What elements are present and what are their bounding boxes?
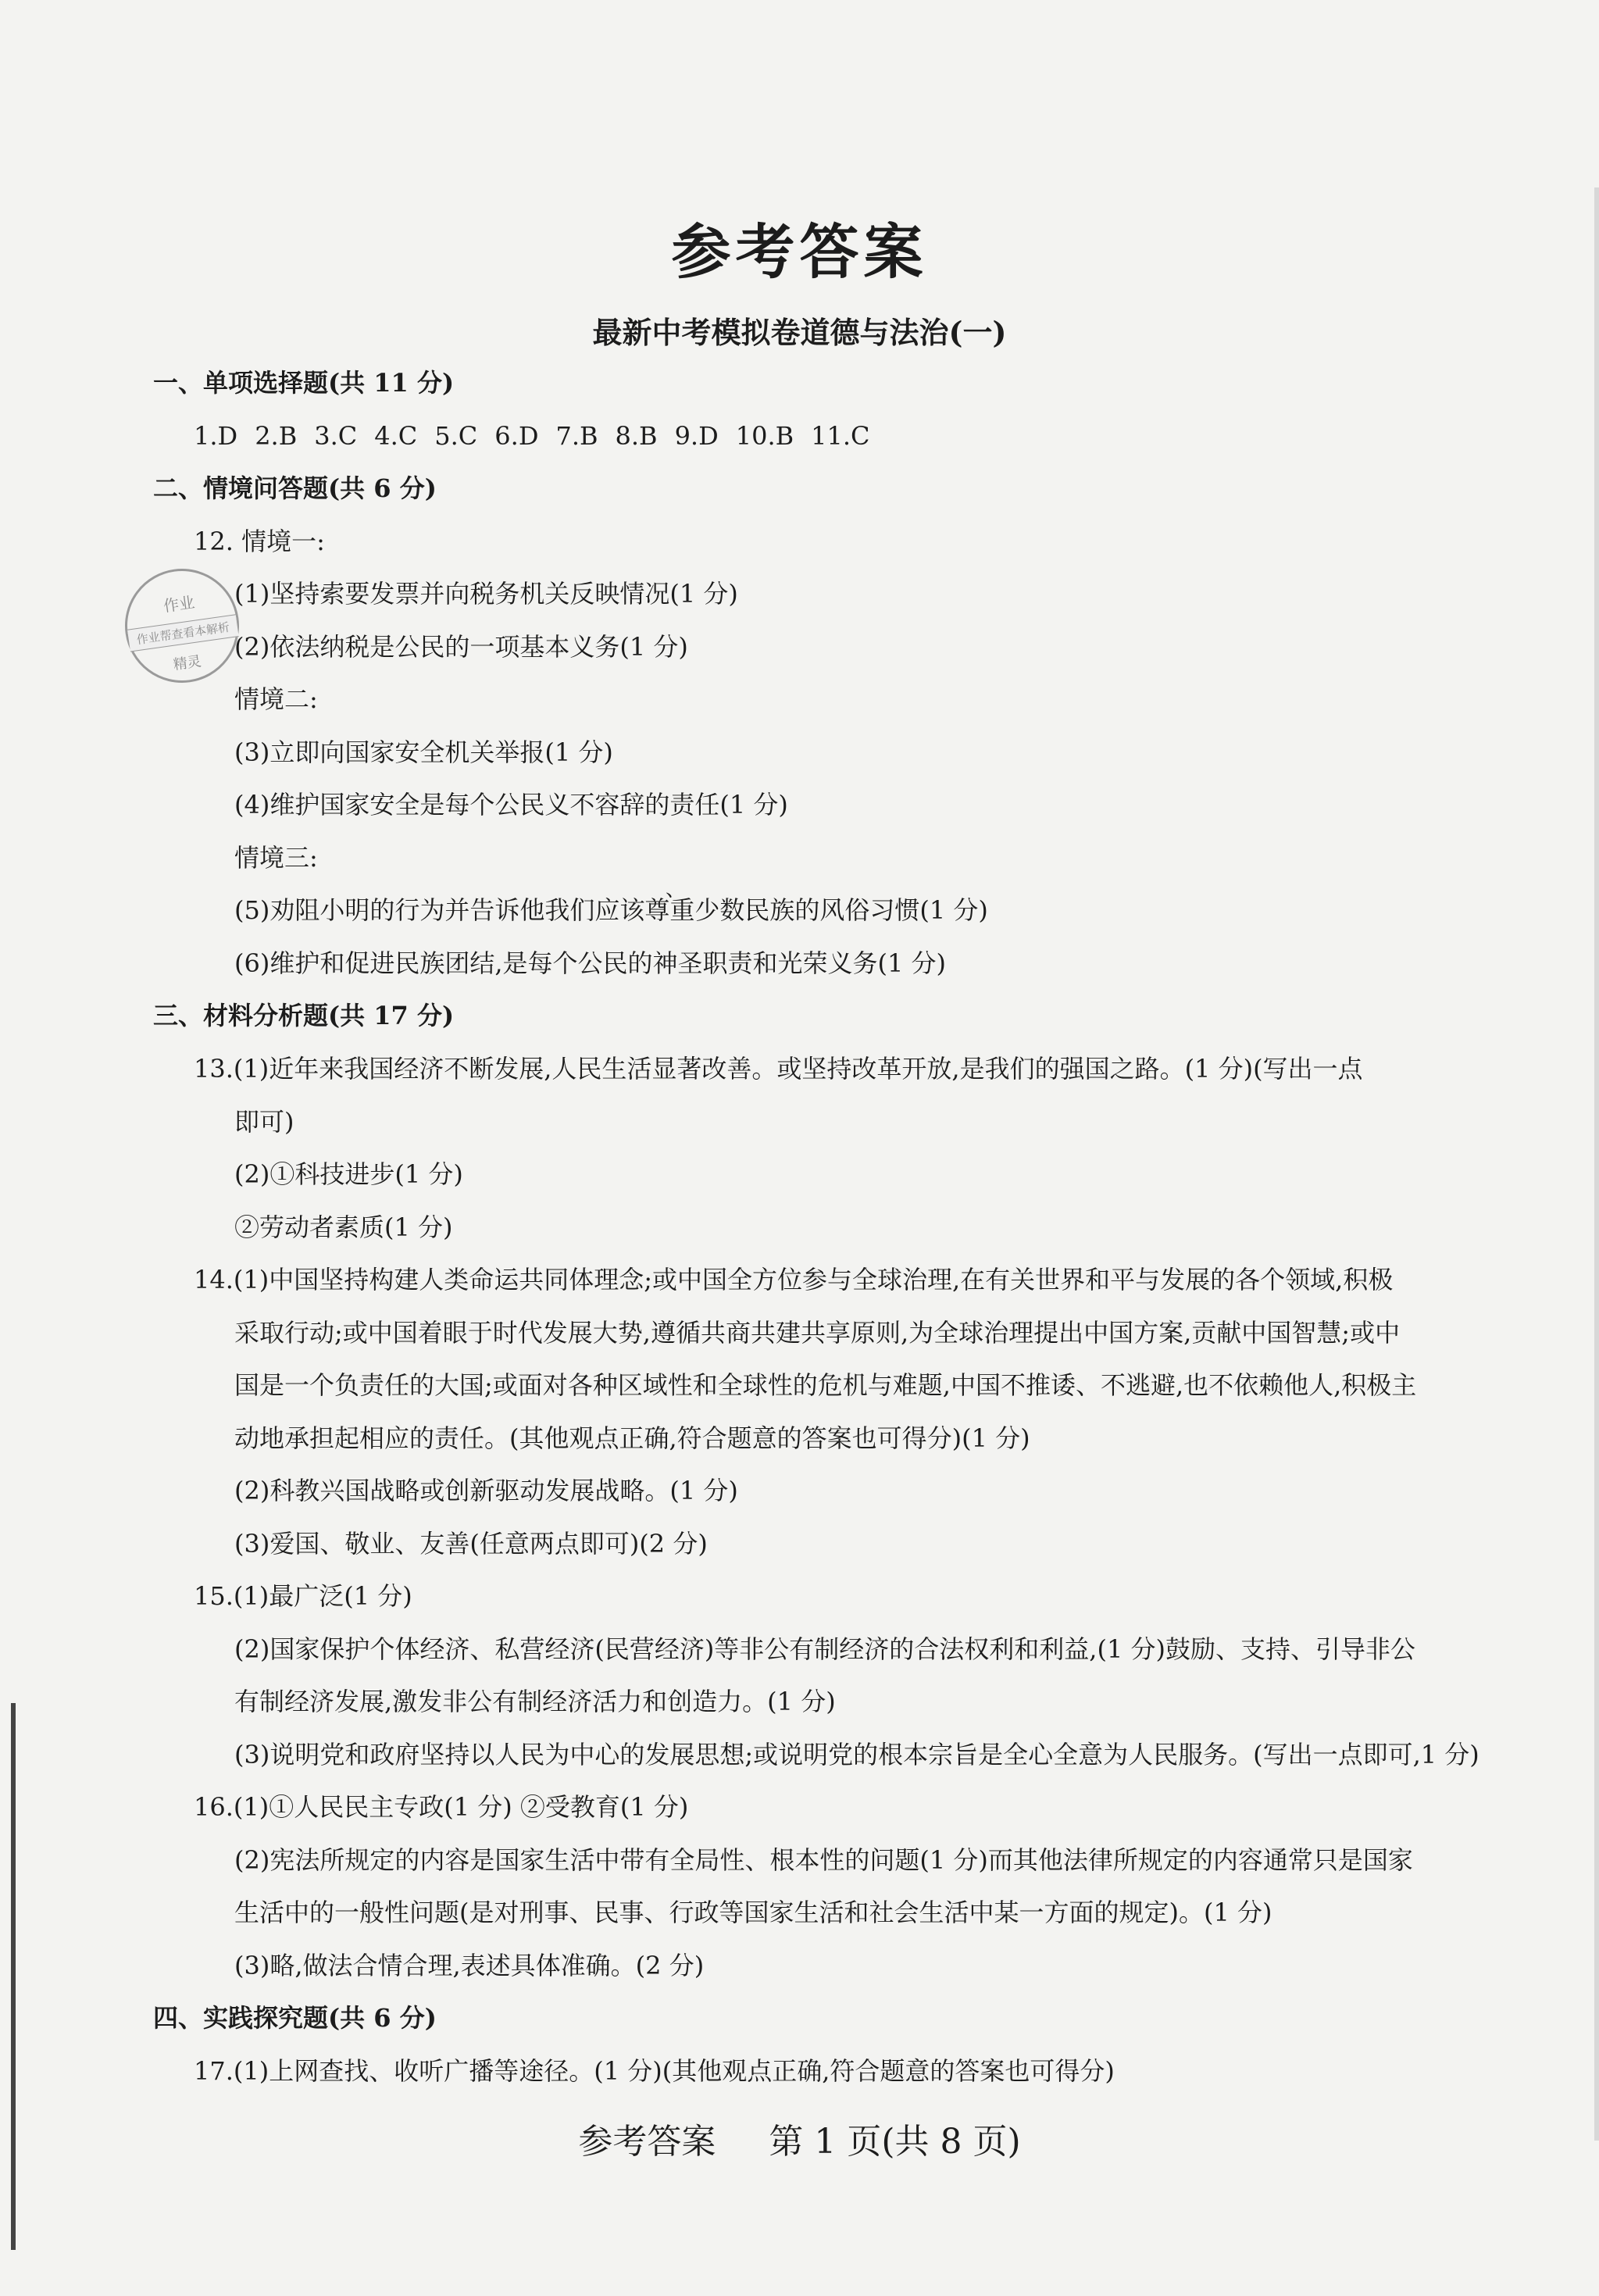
page-subtitle: 最新中考模拟卷道德与法治(一): [592, 315, 1007, 350]
answer-line: 国是一个负责任的大国;或面对各种区域性和全球性的危机与难题,中国不推诿、不逃避,也不依赖他人,积极主: [234, 1370, 1417, 1400]
answer-line: 12. 情境一:: [194, 527, 325, 556]
watermark-stamp: [118, 562, 247, 691]
answer-line: 动地承担起相应的责任。(其他观点正确,符合题意的答案也可得分)(1 分): [234, 1423, 1030, 1453]
mcq-answer: 5.C: [434, 421, 478, 451]
answer-line: 15.(1)最广泛(1 分): [194, 1581, 412, 1611]
answer-line: (2)国家保护个体经济、私营经济(民营经济)等非公有制经济的合法权利和利益,(1 分)鼓励、支持、引导非公: [234, 1634, 1415, 1664]
mcq-answer: 2.B: [255, 421, 298, 451]
section-heading: 二、情境问答题(共 6 分): [153, 473, 437, 503]
answer-line: 有制经济发展,激发非公有制经济活力和创造力。(1 分): [234, 1687, 836, 1716]
mcq-answer: 6.D: [494, 421, 539, 451]
mcq-answer: 7.B: [555, 421, 598, 451]
mcq-answer: 8.B: [615, 421, 658, 451]
mcq-answer: 4.C: [374, 421, 418, 451]
page-title: 参考答案: [671, 217, 928, 287]
stamp-bottom-text: 精灵: [172, 653, 203, 673]
answer-line: (2)科教兴国战略或创新驱动发展战略。(1 分): [234, 1476, 738, 1505]
section-heading: 一、单项选择题(共 11 分): [153, 368, 455, 398]
mcq-answer: 9.D: [674, 421, 719, 451]
answer-line: (1)坚持索要发票并向税务机关反映情况(1 分): [234, 579, 738, 609]
scan-edge-right: [1594, 187, 1599, 2141]
answer-line: (5)劝阻小明的行为并告诉他我们应该尊重少数民族的风俗习惯(1 分): [234, 895, 988, 925]
answer-line: 即可): [234, 1107, 294, 1137]
mcq-answer: 10.B: [735, 421, 794, 451]
page-footer: [0, 2113, 1599, 2163]
answer-line: 16.(1)①人民民主专政(1 分) ②受教育(1 分): [194, 1792, 689, 1822]
footer-page-number: 第 1 页(共 8 页): [769, 2122, 1021, 2162]
scan-edge-left: [11, 1703, 16, 2250]
answer-line: (3)说明党和政府坚持以人民为中心的发展思想;或说明党的根本宗旨是全心全意为人民服务。(写出一点即可,1 分): [234, 1740, 1479, 1769]
answer-line: 17.(1)上网查找、收听广播等途径。(1 分)(其他观点正确,符合题意的答案也可得分): [194, 2056, 1115, 2086]
mcq-answers: [194, 420, 887, 452]
answer-line: (4)维护国家安全是每个公民义不容辞的责任(1 分): [234, 790, 788, 819]
footer-label: 参考答案: [578, 2122, 716, 2162]
answer-line: 13.(1)近年来我国经济不断发展,人民生活显著改善。或坚持改革开放,是我们的强国之路。(1 分)(写出一点: [194, 1054, 1363, 1084]
section-heading: 三、材料分析题(共 17 分): [153, 1001, 455, 1030]
stamp-middle-text: 作业帮查看本解析: [127, 614, 239, 652]
section-heading: 四、实践探究题(共 6 分): [153, 2003, 437, 2033]
answer-line: ②劳动者素质(1 分): [234, 1212, 453, 1242]
answer-line: (6)维护和促进民族团结,是每个公民的神圣职责和光荣义务(1 分): [234, 948, 947, 978]
answer-line: 情境三:: [234, 843, 318, 873]
stray-mark: 、: [666, 878, 687, 902]
answer-line: 情境二:: [234, 684, 318, 714]
answer-line: 采取行动;或中国着眼于时代发展大势,遵循共商共建共享原则,为全球治理提出中国方案,贡献中国智慧;或中: [234, 1318, 1401, 1348]
mcq-answer: 11.C: [811, 421, 870, 451]
answer-line: (2)①科技进步(1 分): [234, 1159, 463, 1189]
answer-line: (3)略,做法合情合理,表述具体准确。(2 分): [234, 1951, 705, 1980]
mcq-answer: 1.D: [194, 421, 238, 451]
stamp-top-text: 作业: [162, 592, 196, 616]
answer-line: 生活中的一般性问题(是对刑事、民事、行政等国家生活和社会生活中某一方面的规定)。(1 分): [234, 1898, 1272, 1927]
answer-line: 14.(1)中国坚持构建人类命运共同体理念;或中国全方位参与全球治理,在有关世界和平与发展的各个领域,积极: [194, 1265, 1394, 1294]
mcq-answer: 3.C: [314, 421, 358, 451]
answer-line: (2)依法纳税是公民的一项基本义务(1 分): [234, 632, 688, 662]
answer-line: (3)立即向国家安全机关举报(1 分): [234, 737, 613, 767]
answer-line: (3)爱国、敬业、友善(任意两点即可)(2 分): [234, 1529, 708, 1559]
answer-line: (2)宪法所规定的内容是国家生活中带有全局性、根本性的问题(1 分)而其他法律所规定的内容通常只是国家: [234, 1845, 1413, 1875]
